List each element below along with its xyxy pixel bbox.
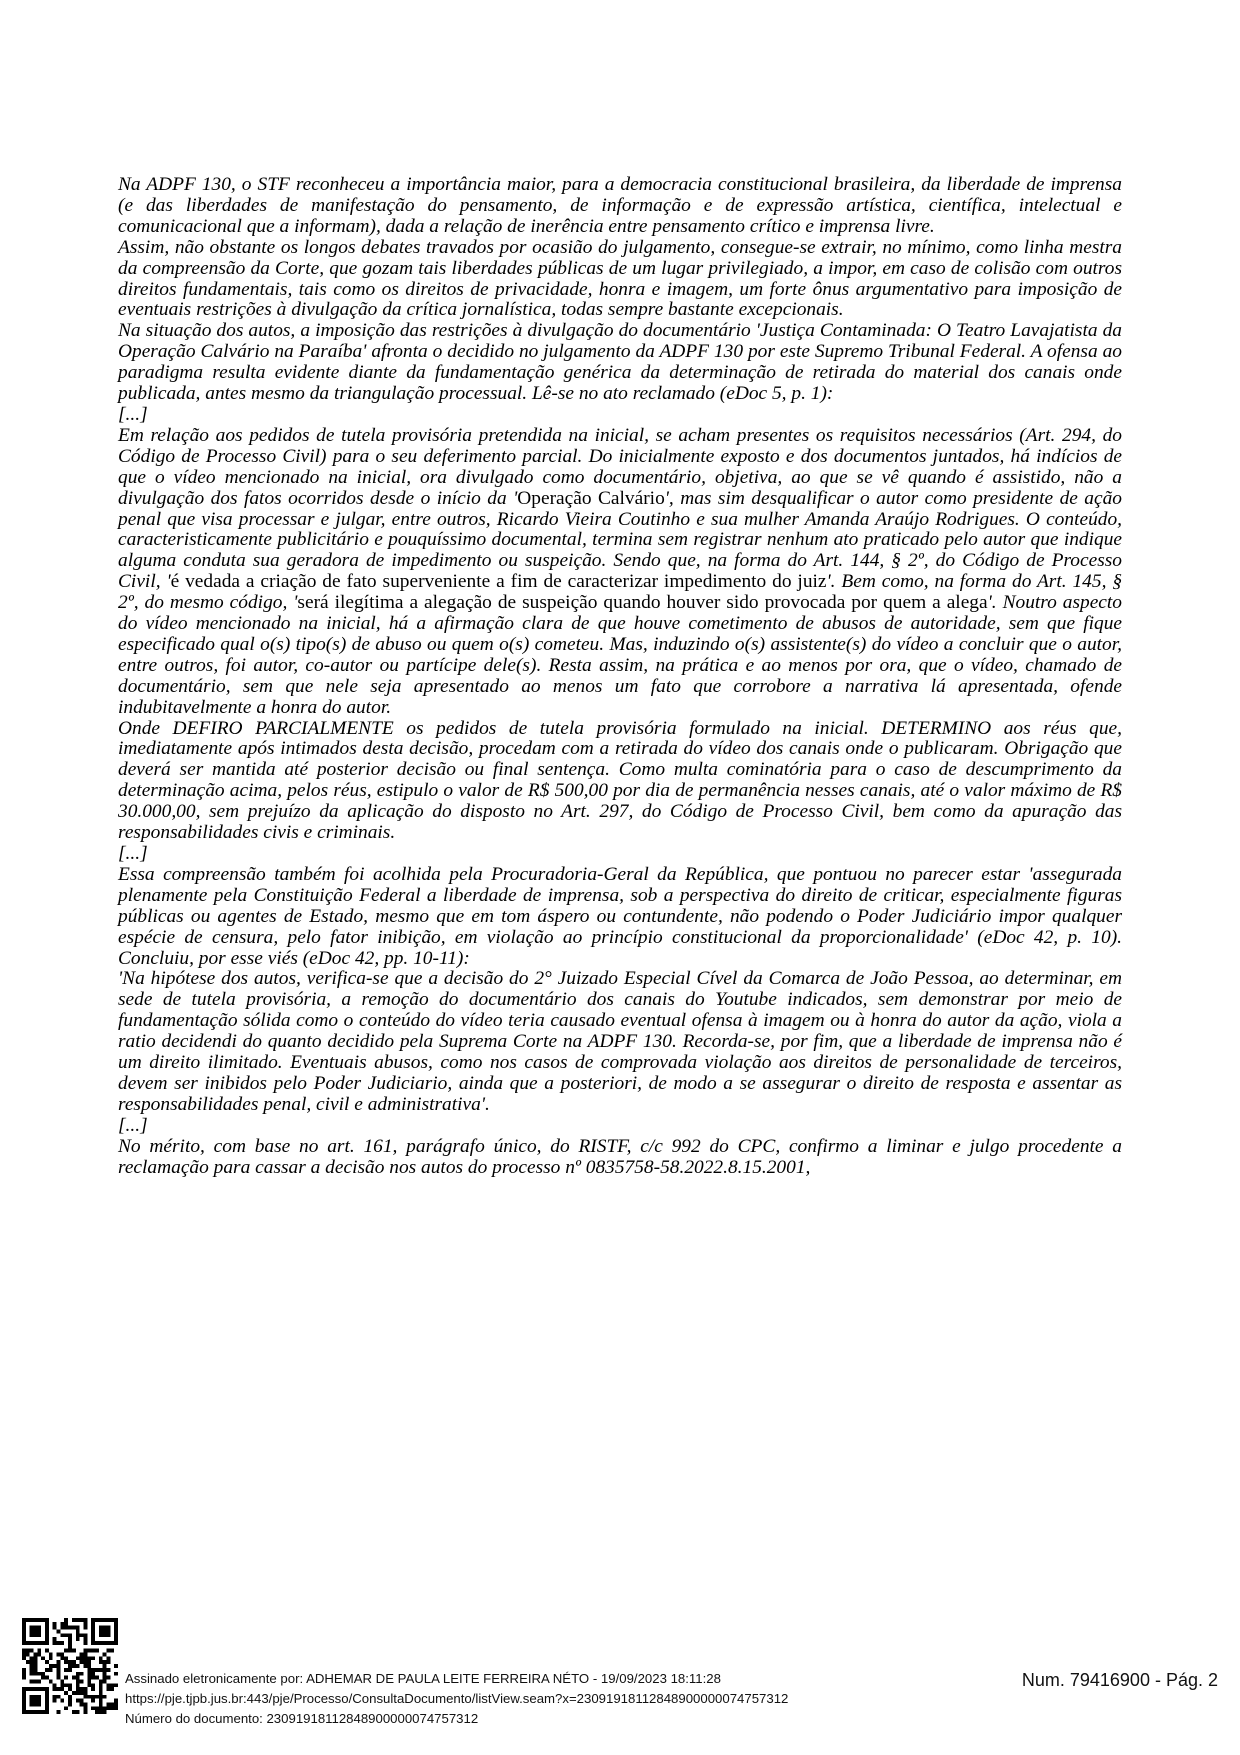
quoted-upright-text: será ilegítima a alegação de suspeição quando houver sido provocada por quem a alega xyxy=(297,592,988,614)
page-number: Num. 79416900 - Pág. 2 xyxy=(1021,1670,1218,1690)
paragraph: [...] xyxy=(118,403,148,425)
paragraph xyxy=(118,426,1122,719)
paragraph: Na ADPF 130, o STF reconheceu a importância maior, para a democracia constitucional brasileira, da liberdade de imprensa (e das liberdades de manifestação do pensamento, de informação e de expressão artística, científica, intelectual e comunicacional que a informam), dada a relação de inerência entre pensamento crítico e imprensa livre. xyxy=(118,174,1122,237)
signature-footer xyxy=(0,1610,1240,1755)
quoted-upright-text: é vedada a criação de fato superveniente a fim de caracterizar impedimento do juiz xyxy=(170,571,827,593)
paragraph: No mérito, com base no art. 161, parágrafo único, do RISTF, c/c 992 do CPC, confirmo a liminar e julgo procedente a reclamação para cassar a decisão nos autos do processo nº 0835758-58.2022.8.15.2001, xyxy=(118,1135,1122,1178)
paragraph: [...] xyxy=(118,1114,148,1136)
signature-block xyxy=(125,1669,788,1729)
quoted-upright-text: Operação Calvário xyxy=(517,487,665,509)
signed-by-text: Assinado eletronicamente por: ADHEMAR DE PAULA LEITE FERREIRA NÉTO - 19/09/2023 18:11:28 xyxy=(125,1671,721,1686)
paragraph: 'Na hipótese dos autos, verifica-se que a decisão do 2° Juizado Especial Cível da Comarca de João Pessoa, ao determinar, em sede de tutela provisória, a remoção do documentário dos canais do Youtube indicados, sem demonstrar por meio de fundamentação sólida como o conteúdo do vídeo teria causado eventual ofensa à imagem ou à honra do autor da ação, viola a ratio decidendi do quanto decidido pela Suprema Corte na ADPF 130. Recorda-se, por fim, que a liberdade de imprensa não é um direito ilimitado. Eventuais abusos, como nos casos de comprovada violação aos direitos de personalidade de terceiros, devem ser inibidos pelo Poder Judiciario, ainda que a posteriori, de modo a se assegurar o direito de resposta e assentar as responsabilidades penal, civil e administrativa'. xyxy=(118,968,1122,1115)
paragraph: Na situação dos autos, a imposição das restrições à divulgação do documentário 'Justiça Contaminada: O Teatro Lavajatista da Operação Calvário na Paraíba' afronta o decidido no julgamento da ADPF 130 por este Supremo Tribunal Federal. A ofensa ao paradigma resulta evidente diante da fundamentação genérica da determinação de retirada do material dos canais onde publicada, antes mesmo da triangulação processual. Lê-se no ato reclamado (eDoc 5, p. 1): xyxy=(118,320,1122,405)
italic-text: ', mas sim desqualificar o autor como presidente de ação penal que visa processar e julgar, entre outros, Ricardo Vieira Coutinho e sua mulher Amanda Araújo Rodrigues. O conteúdo, caracteristicamente publicitário e pouquíssimo documental, termina sem registrar nenhum ato praticado pelo autor que indique alguma conduta sua geradora de impedimento ou suspeição. Sendo que, na forma do Art. 144, § 2º, do Código de Processo Civil, ' xyxy=(118,487,1122,593)
document-number-text: Número do documento: 23091918112848900000074757312 xyxy=(125,1711,479,1726)
paragraph: Onde DEFIRO PARCIALMENTE os pedidos de tutela provisória formulado na inicial. DETERMINO aos réus que, imediatamente após intimados desta decisão, procedam com a retirada do vídeo dos canais onde o publicaram. Obrigação que deverá ser mantida até posterior decisão ou final sentença. Como multa cominatória para o caso de descumprimento da determinação acima, pelos réus, estipulo o valor de R$ 500,00 por dia de permanência nesses canais, até o valor máximo de R$ 30.000,00, sem prejuízo da aplicação do disposto no Art. 297, do Código de Processo Civil, bem como da apuração das responsabilidades civis e criminais. xyxy=(118,717,1122,844)
italic-text: '. Noutro aspecto do vídeo mencionado na inicial, há a afirmação clara de que houve cometimento de abusos de autoridade, sem que fique especificado qual o(s) tipo(s) de abuso ou quem o(s) cometeu. Mas, induzindo o(s) assistente(s) do vídeo a concluir que o autor, entre outros, foi autor, co-autor ou partícipe dele(s). Resta assim, na prática e ao menos por ora, que o vídeo, chamado de documentário, sem que nele seja apresentado ao menos um fato que corrobore a narrativa lá apresentada, ofende indubitavelmente a honra do autor. xyxy=(118,592,1122,718)
document-url-link[interactable]: https://pje.tjpb.jus.br:443/pje/Processo/ConsultaDocumento/listView.seam?x=23091918112848900000074757312 xyxy=(125,1691,789,1706)
paragraph: Assim, não obstante os longos debates travados por ocasião do julgamento, consegue-se extrair, no mínimo, como linha mestra da compreensão da Corte, que gozam tais liberdades públicas de um lugar privilegiado, a impor, em caso de colisão com outros direitos fundamentais, tais como os direitos de privacidade, honra e imagem, um forte ônus argumentativo para imposição de eventuais restrições à divulgação da crítica jornalística, todas sempre bastante excepcionais. xyxy=(118,236,1122,321)
paragraph: [...] xyxy=(118,843,148,864)
qr-code-icon xyxy=(22,1618,118,1714)
italic-text: Em relação aos pedidos de tutela provisória pretendida na inicial, se acham presentes os requisitos necessários (Art. 294, do Código de Processo Civil) para o seu deferimento parcial. Do inicialmente exposto e dos documentos juntados, há indícios de que o vídeo mencionado na inicial, ora divulgado como documentário, objetiva, ao que se vê quando é assistido, não a divulgação dos fatos ocorridos desde o início da ' xyxy=(118,424,1122,509)
italic-text: '. Bem como, na forma do Art. 145, § 2º, do mesmo código, ' xyxy=(118,571,1123,614)
paragraph: Essa compreensão também foi acolhida pela Procuradoria-Geral da República, que pontuou no parecer estar 'assegurada plenamente pela Constituição Federal a liberdade de imprensa, sob a perspectiva do direito de criticar, especialmente figuras públicas ou agentes de Estado, mesmo que em tom áspero ou contundente, não podendo o Poder Judiciário impor qualquer espécie de censura, pelo fator inibição, em violação ao princípio constitucional da proporcionalidade' (eDoc 42, p. 10). Concluiu, por esse viés (eDoc 42, pp. 10-11): xyxy=(118,863,1122,969)
document-body xyxy=(118,175,1122,1179)
